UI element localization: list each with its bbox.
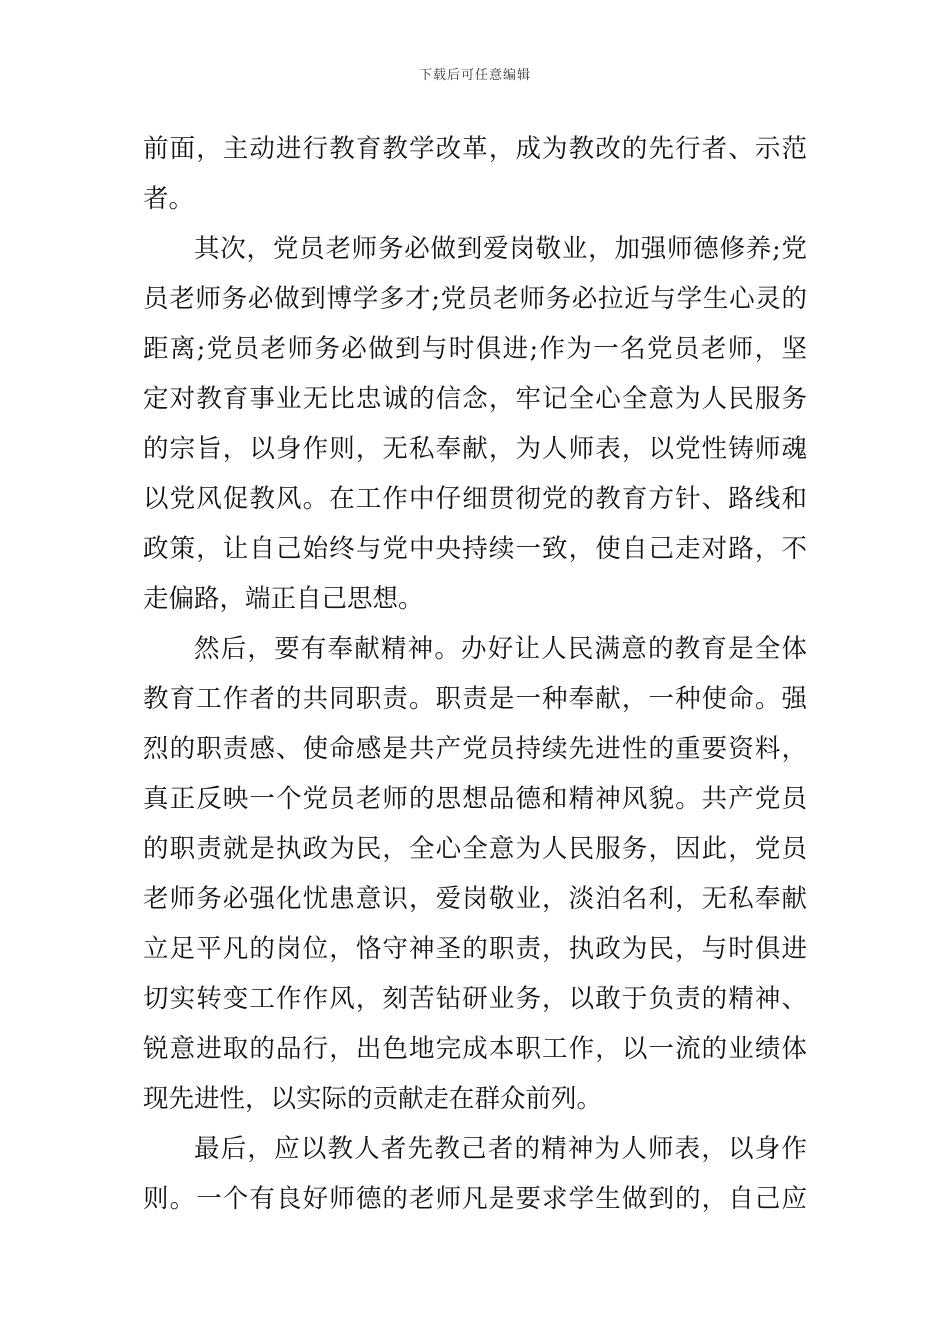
document-body	[143, 124, 807, 1224]
header-note: 下载后可任意编辑	[418, 68, 531, 83]
text-line: 烈的职责感、使命感是共产党员持续先进性的重要资料，	[143, 734, 807, 764]
text-line: 政策，让自己始终与党中央持续一致，使自己走对路，不	[143, 534, 807, 564]
text-line: 老师务必强化忧患意识，爱岗敬业，淡泊名利，无私奉献	[143, 884, 807, 914]
text-line: 现先进性，以实际的贡献走在群众前列。	[143, 1084, 603, 1114]
text-line: 走偏路，端正自己思想。	[143, 584, 424, 614]
text-line: 最后，应以教人者先教己者的精神为人师表，以身作	[194, 1134, 807, 1164]
text-line: 然后，要有奉献精神。办好让人民满意的教育是全体	[194, 634, 807, 664]
text-line: 员老师务必做到博学多才;党员老师务必拉近与学生心灵的	[143, 284, 807, 314]
text-line: 者。	[143, 184, 195, 214]
text-line: 以党风促教风。在工作中仔细贯彻党的教育方针、路线和	[143, 484, 807, 514]
text-line: 教育工作者的共同职责。职责是一种奉献，一种使命。强	[143, 684, 807, 714]
text-line: 定对教育事业无比忠诚的信念，牢记全心全意为人民服务	[143, 384, 807, 414]
text-line: 距离;党员老师务必做到与时俱进;作为一名党员老师，坚	[143, 334, 807, 364]
text-line: 前面，主动进行教育教学改革，成为教改的先行者、示范	[143, 134, 807, 164]
text-line: 则。一个有良好师德的老师凡是要求学生做到的，自己应	[143, 1184, 807, 1214]
text-line: 立足平凡的岗位，恪守神圣的职责，执政为民，与时俱进	[143, 934, 807, 964]
text-line: 锐意进取的品行，出色地完成本职工作，以一流的业绩体	[143, 1034, 807, 1064]
text-line: 真正反映一个党员老师的思想品德和精神风貌。共产党员	[143, 784, 807, 814]
text-line: 其次，党员老师务必做到爱岗敬业，加强师德修养;党	[194, 234, 807, 264]
text-line: 切实转变工作作风，刻苦钻研业务，以敢于负责的精神、	[143, 984, 807, 1014]
text-line: 的职责就是执政为民，全心全意为人民服务，因此，党员	[143, 834, 807, 864]
text-line: 的宗旨，以身作则，无私奉献，为人师表，以党性铸师魂	[143, 434, 807, 464]
